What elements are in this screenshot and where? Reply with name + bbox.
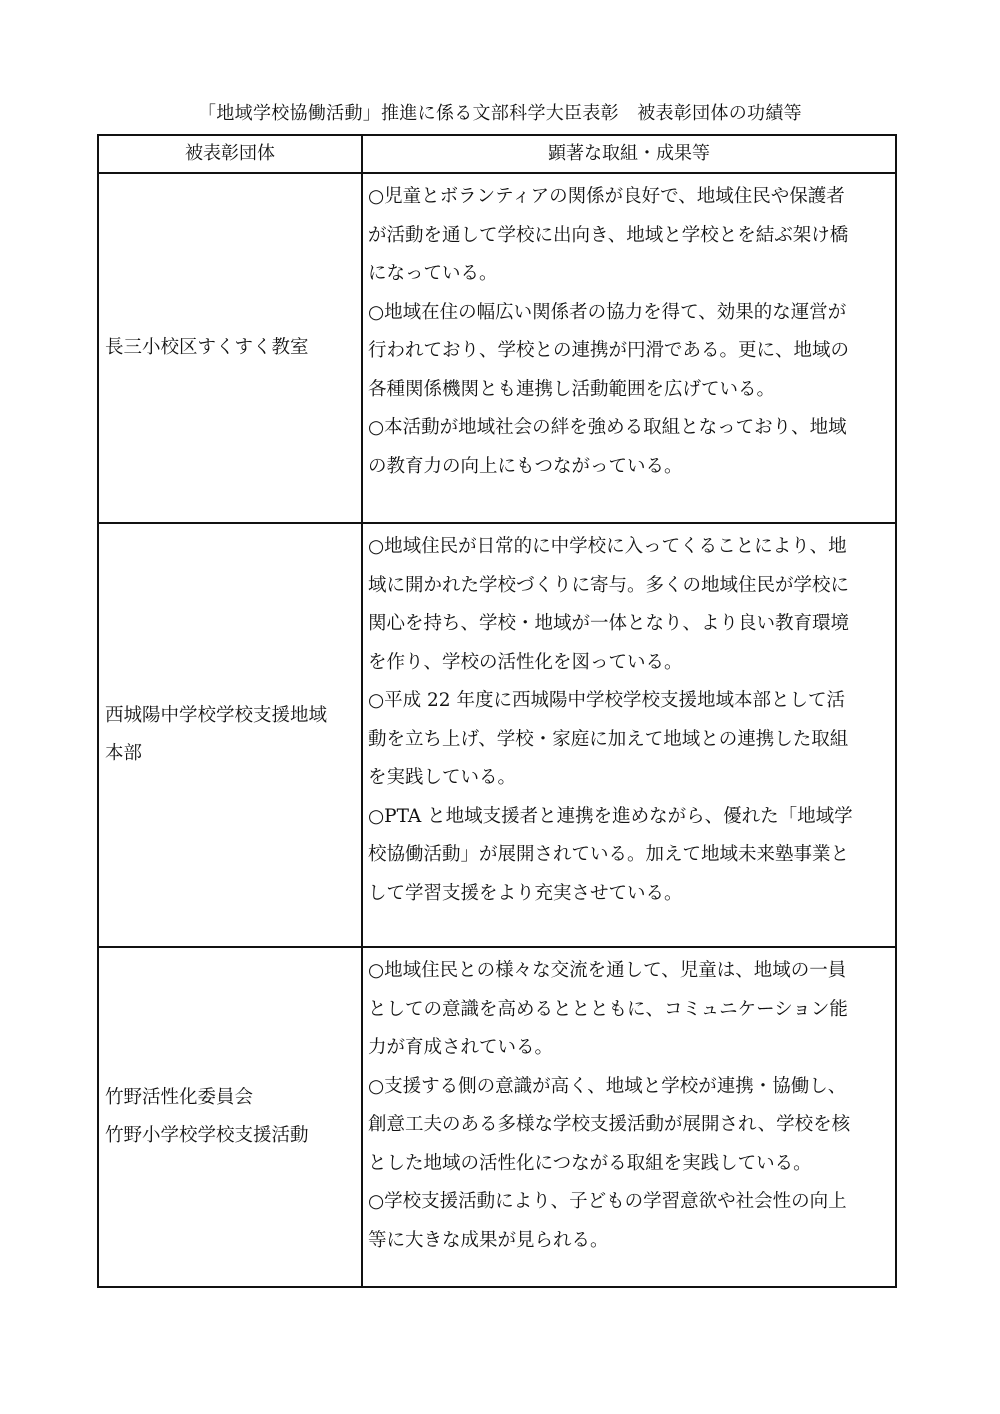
achievement-line: ○平成 22 年度に西城陽中学校学校支援地域本部として活 [368, 690, 845, 711]
achievement-line: ○本活動が地域社会の絆を強める取組となっており、地域 [368, 417, 847, 438]
organization-cell [98, 947, 362, 1287]
achievement-line: 域に開かれた学校づくりに寄与。多くの地域住民が学校に [368, 574, 850, 596]
achievement-line: が活動を通して学校に出向き、地域と学校とを結ぶ架け橋 [368, 224, 849, 246]
organization-name: 竹野小学校学校支援活動 [105, 1125, 309, 1146]
organization-name: 西城陽中学校学校支援地域 [105, 704, 328, 726]
achievement-line: 校協働活動」が展開されている。加えて地域未来塾事業と [368, 844, 850, 865]
achievement-line: としての意識を高めるととともに、コミュニケーション能 [368, 998, 848, 1020]
award-table [97, 134, 897, 1288]
achievement-line: 等に大きな成果が見られる。 [368, 1229, 609, 1251]
organization-name: 長三小校区すくすく教室 [105, 336, 309, 358]
achievement-line: 行われており、学校との連携が円滑である。更に、地域の [368, 340, 850, 361]
document-title: 「地域学校協働活動」推進に係る文部科学大臣表彰 被表彰団体の功績等 [198, 103, 802, 124]
achievement-line: とした地域の活性化につながる取組を実践している。 [368, 1152, 812, 1174]
organization-cell [98, 173, 362, 523]
achievement-line: 力が育成されている。 [368, 1037, 554, 1058]
achievement-line: になっている。 [368, 263, 498, 284]
achievement-line: 関心を持ち、学校・地域が一体となり、より良い教育環境 [368, 613, 850, 634]
achievements-cell [362, 947, 896, 1287]
organization-cell [98, 523, 362, 947]
table-row [98, 523, 896, 947]
achievements-cell [362, 523, 896, 947]
achievement-line: ○学校支援活動により、子どもの学習意欲や社会性の向上 [368, 1191, 847, 1212]
header-organization: 被表彰団体 [98, 135, 362, 173]
achievement-line: ○地域在住の幅広い関係者の協力を得て、効果的な運営が [368, 301, 847, 323]
achievement-line: して学習支援をより充実させている。 [368, 882, 683, 904]
achievement-line: ○児童とボランティアの関係が良好で、地域住民や保護者 [368, 186, 845, 207]
achievement-line: 創意工夫のある多様な学校支援活動が展開され、学校を核 [368, 1114, 851, 1135]
achievement-line: ○地域住民が日常的に中学校に入ってくることにより、地 [368, 536, 847, 557]
achievement-line: ○PTA と地域支援者と連携を進めながら、優れた「地域学 [368, 805, 853, 827]
achievement-line: 動を立ち上げ、学校・家庭に加えて地域との連携した取組 [368, 728, 849, 750]
table-row [98, 173, 896, 523]
achievement-line: ○地域住民との様々な交流を通して、児童は、地域の一員 [368, 960, 847, 981]
organization-name: 本部 [105, 743, 143, 764]
achievement-line: を実践している。 [368, 767, 517, 788]
header-achievements: 顕著な取組・成果等 [362, 135, 896, 173]
achievements-cell [362, 173, 896, 523]
achievement-line: ○支援する側の意識が高く、地域と学校が連携・協働し、 [368, 1075, 847, 1097]
organization-name: 竹野活性化委員会 [105, 1086, 254, 1108]
table-row [98, 947, 896, 1287]
achievement-line: 各種関係機関とも連携し活動範囲を広げている。 [368, 378, 776, 400]
achievement-line: を作り、学校の活性化を図っている。 [368, 651, 683, 673]
achievement-line: の教育力の向上にもつながっている。 [368, 455, 683, 477]
table-header-row [98, 135, 896, 173]
